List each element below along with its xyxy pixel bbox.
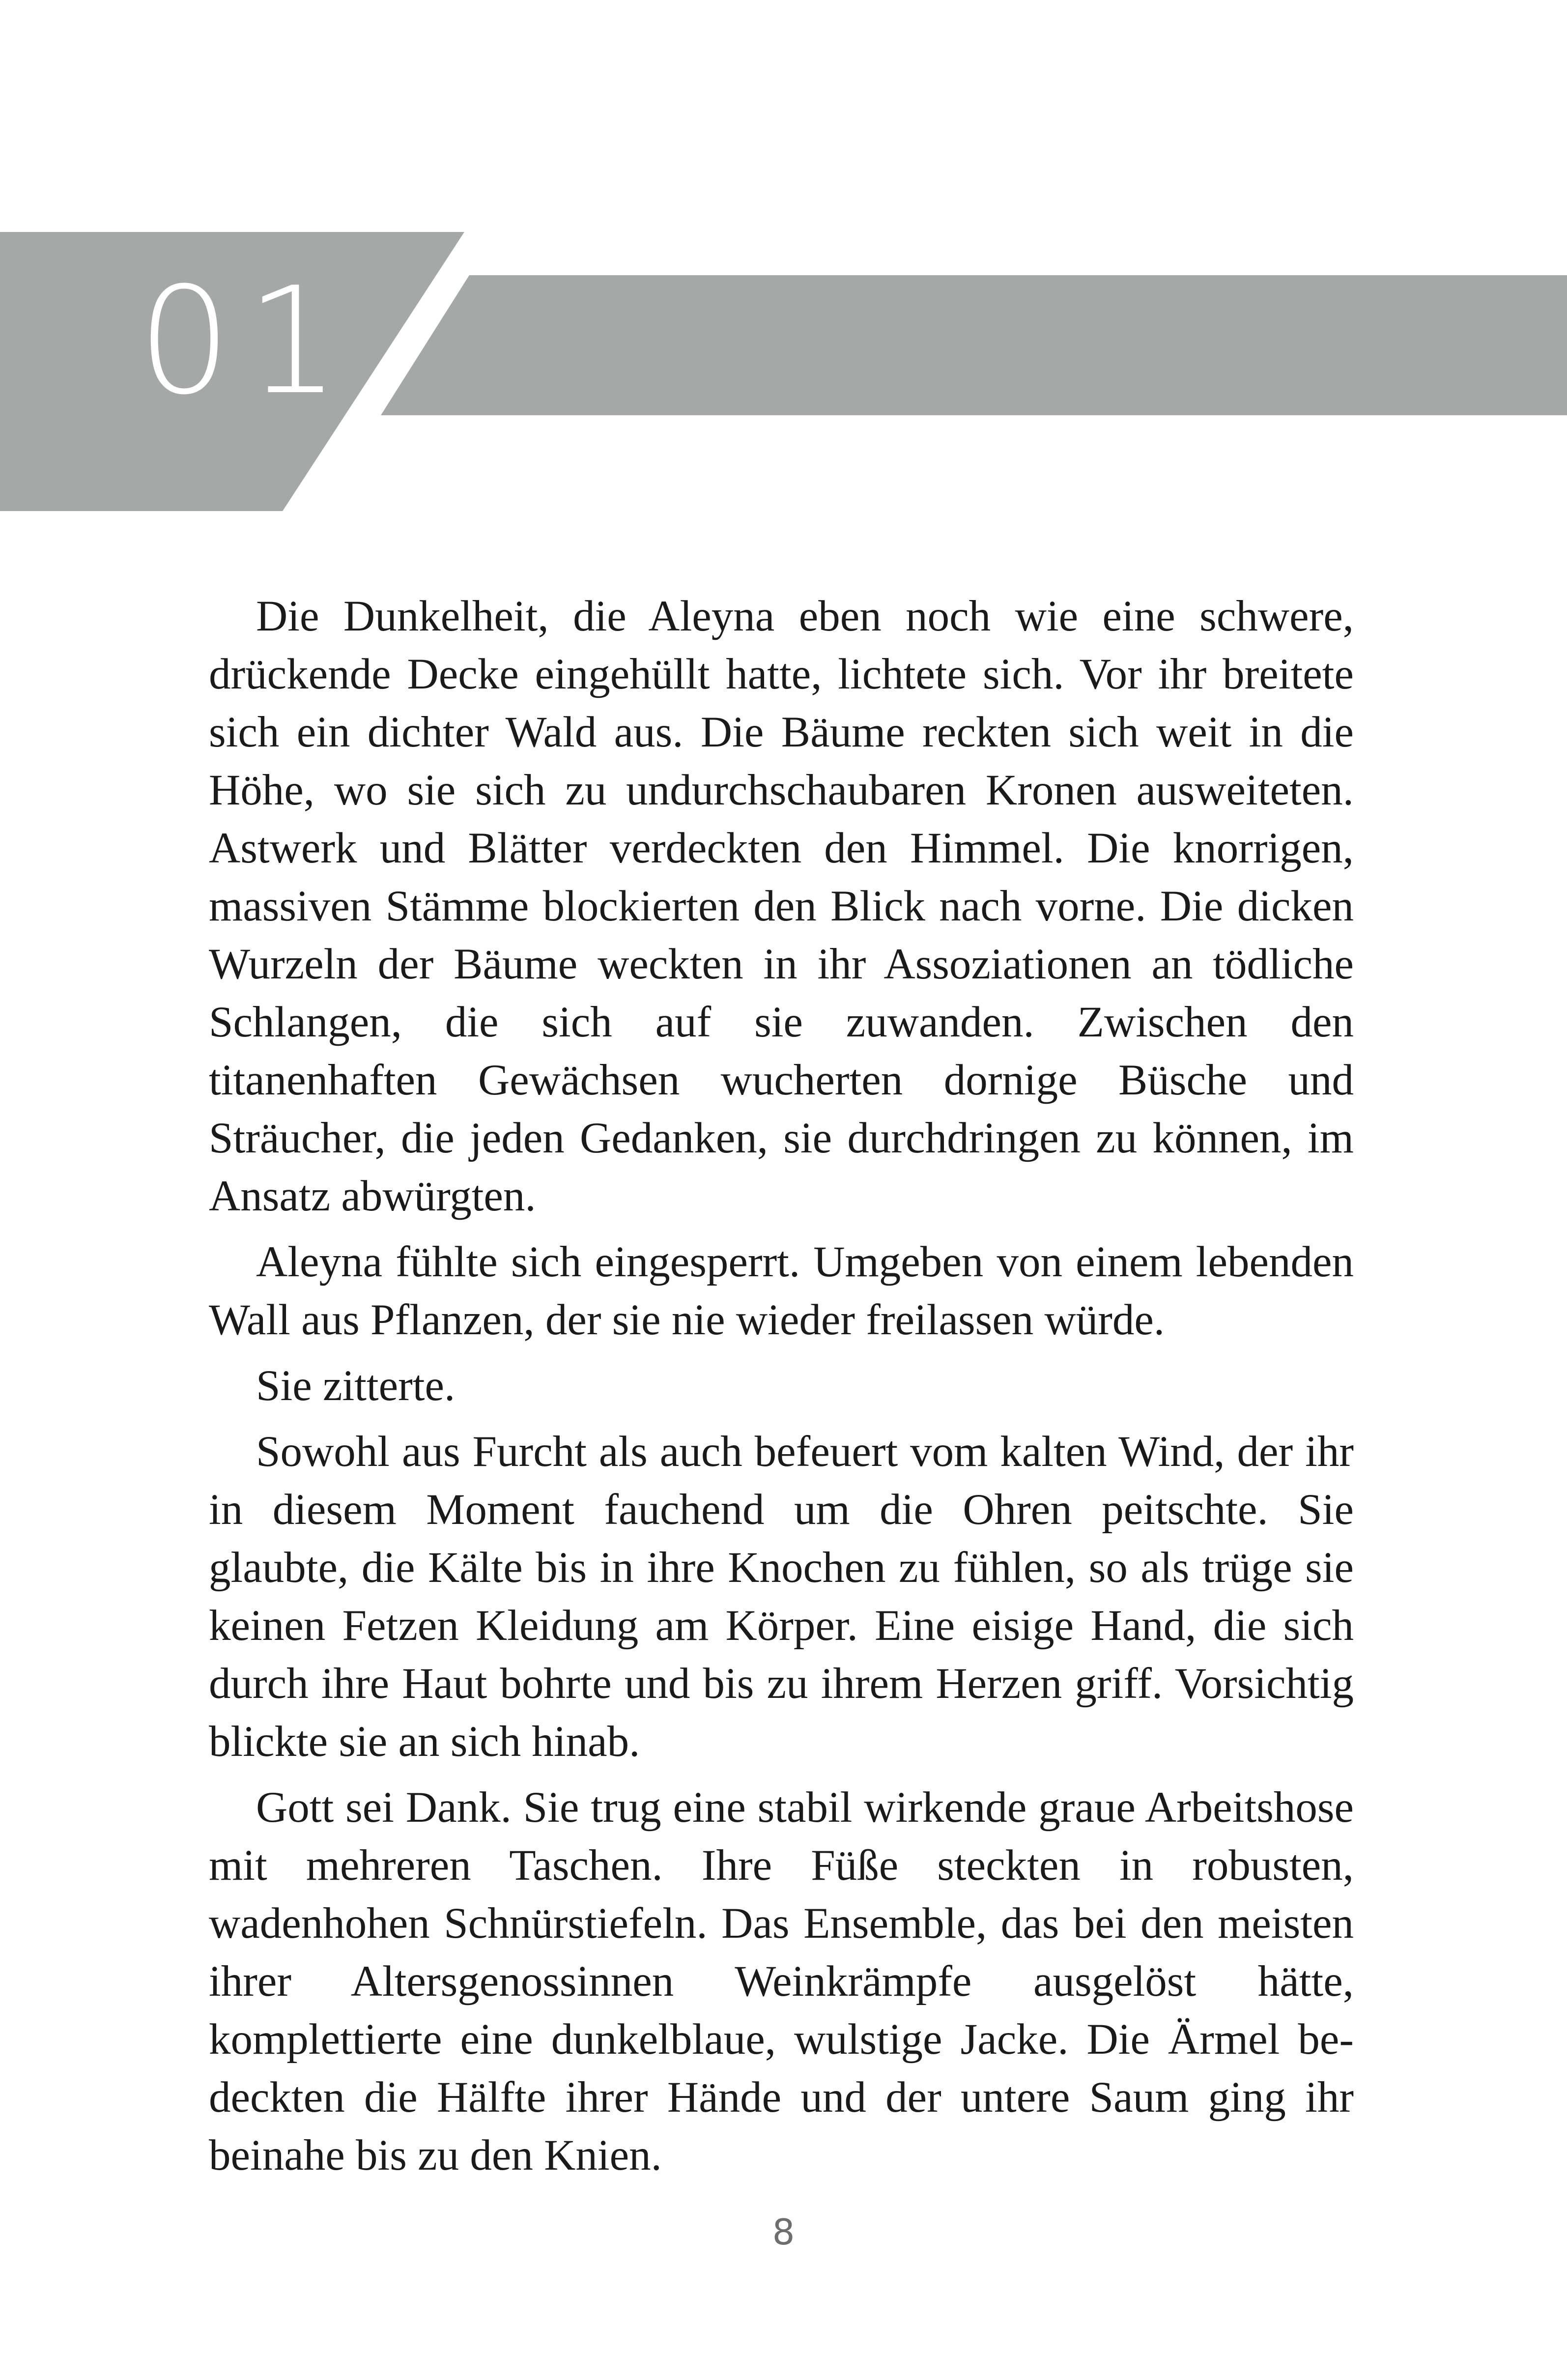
paragraph: Gott sei Dank. Sie trug eine stabil wirkende graue Arbeitshose mit mehreren Taschen. Ihre Füße steckten in robusten, wadenhohen Schnürstiefeln. Das Ensemble, das bei den meisten ihrer Altersgenossinnen Weinkrämpfe ausgelöst hätte, komplettierte eine dunkelblaue, wulstige Jacke. Die Ärmel bedeckten die Hälfte ihrer Hände und der untere Saum ging ihr beinahe bis zu den Knien. (209, 1783, 1354, 2179)
chapter-number: 01 (138, 256, 355, 427)
page-number: 8 (772, 2211, 795, 2253)
paragraph: Sie zitterte. (256, 1362, 456, 1410)
paragraph: Sowohl aus Furcht als auch befeuert vom kalten Wind, der ihr in diesem Moment fauchend um die Ohren peitschte. Sie glaubte, die Kälte bis in ihre Knochen zu fühlen, so als trüge sie keinen Fetzen Kleidung am Körper. Eine eisige Hand, die sich durch ihre Haut bohrte und bis zu ihrem Herzen griff. Vorsichtig blickte sie an sich hinab. (209, 1428, 1354, 1766)
paragraph: Aleyna fühlte sich eingesperrt. Umgeben von einem lebenden Wall aus Pflanzen, der sie nie wieder freilassen würde. (209, 1238, 1354, 1344)
chapter-banner-right-bar (381, 275, 1567, 415)
chapter-body-text (209, 587, 1354, 2184)
paragraph: Die Dunkelheit, die Aleyna eben noch wie eine schwere, drückende Decke eingehüllt hatte, lichtete sich. Vor ihr breitete sich ein dichter Wald aus. Die Bäume reckten sich weit in die Höhe, wo sie sich zu undurchschaubaren Kronen ausweiteten. Astwerk und Blätter verdeckten den Himmel. Die knorrigen, massiven Stämme blockierten den Blick nach vorne. Die dicken Wurzeln der Bäume weckten in ihr Assoziationen an tödliche Schlangen, die sich auf sie zuwanden. Zwischen den titanenhaften Gewächsen wucherten dornige Büsche und Sträucher, die jeden Gedanken, sie durchdringen zu können, im Ansatz abwürgten. (209, 592, 1354, 1220)
